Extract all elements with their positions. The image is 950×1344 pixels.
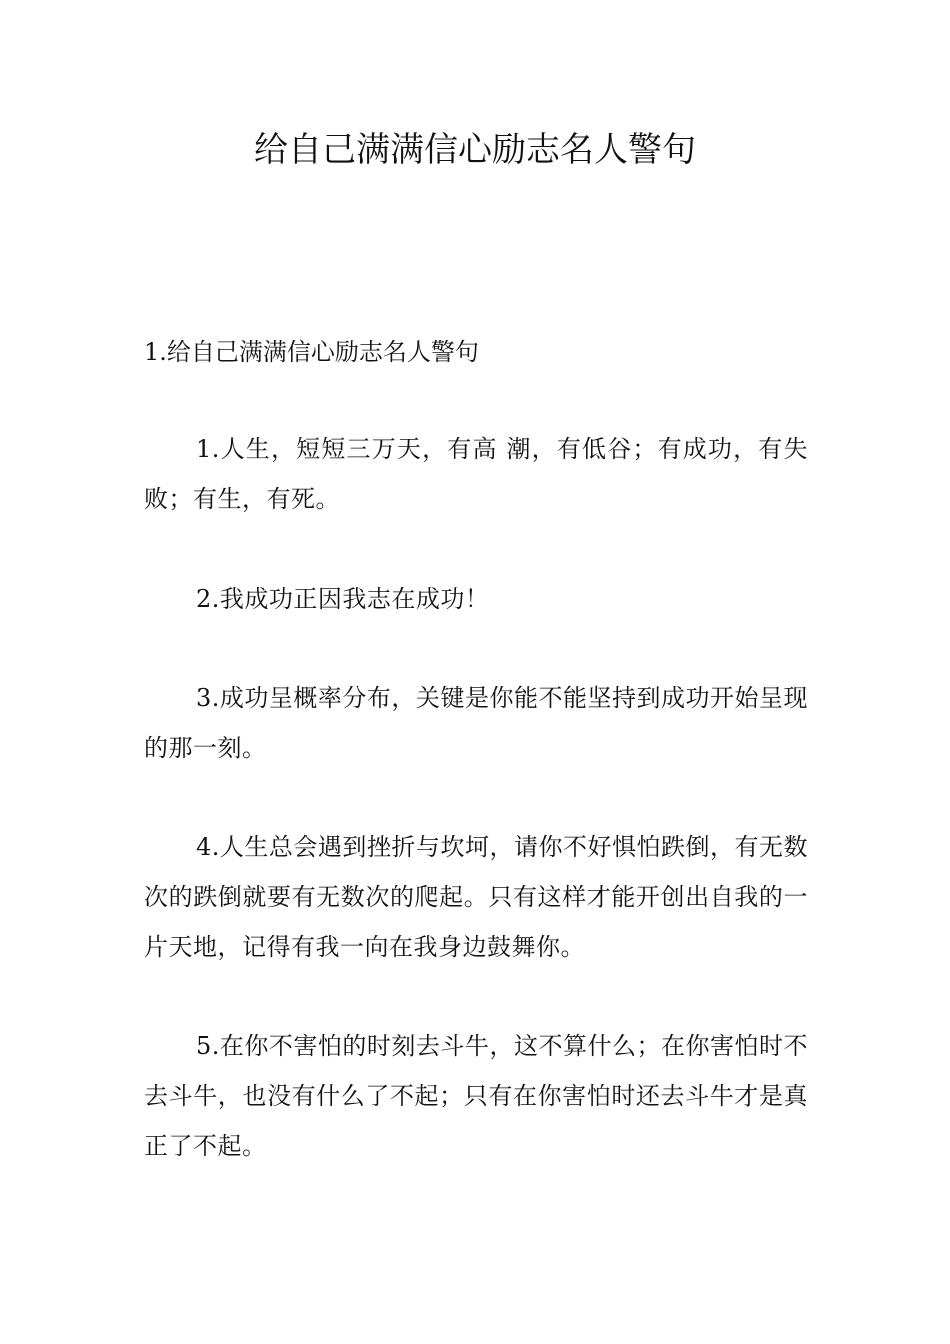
quote-paragraph: 2.我成功正因我志在成功！ — [196, 585, 490, 613]
quote-paragraph: 5.在你不害怕的时刻去斗牛，这不算什么；在你害怕时不去斗牛，也没有什么了不起；只有在你害怕时还去斗牛才是真正了不起。 — [144, 1032, 808, 1160]
document-title: 给自己满满信心励志名人警句 — [254, 130, 696, 170]
section-heading: 1.给自己满满信心励志名人警句 — [144, 338, 479, 366]
quote-paragraph: 3.成功呈概率分布，关键是你能不能坚持到成功开始呈现的那一刻。 — [144, 684, 808, 762]
quote-paragraph: 4.人生总会遇到挫折与坎坷，请你不好惧怕跌倒，有无数次的跌倒就要有无数次的爬起。只有这样才能开创出自我的一片天地，记得有我一向在我身边鼓舞你。 — [144, 833, 808, 961]
quote-paragraph: 1.人生，短短三万天，有高 潮，有低谷；有成功，有失败；有生，有死。 — [144, 435, 808, 513]
